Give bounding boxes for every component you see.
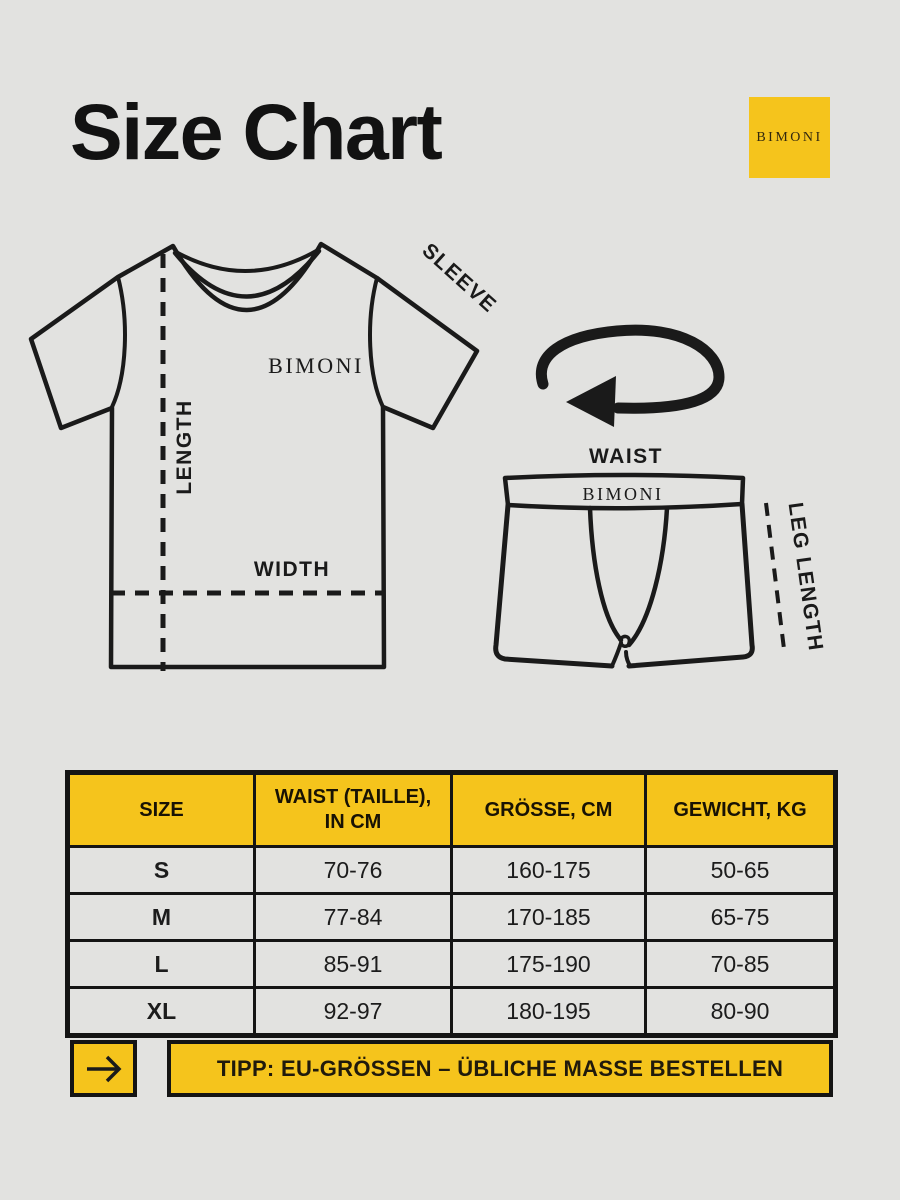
column-header-size: SIZE <box>68 773 255 847</box>
waist-cell: 85-91 <box>255 941 452 988</box>
collar-back-line <box>176 250 318 271</box>
height-cell: 160-175 <box>452 847 646 894</box>
height-cell: 180-195 <box>452 988 646 1036</box>
armhole-seam-right <box>370 278 383 407</box>
table-row <box>68 988 836 1036</box>
sleeve-label: SLEEVE <box>417 238 502 318</box>
tshirt-outline <box>31 244 477 667</box>
tip-arrow-box <box>70 1040 137 1097</box>
crotch-notch-right <box>626 652 630 666</box>
tshirt-illustration <box>31 244 477 671</box>
table-row <box>68 941 836 988</box>
leg-length-dashed-line <box>766 503 784 649</box>
size-cell: M <box>68 894 255 941</box>
table-row <box>68 894 836 941</box>
leg-seam-right <box>629 508 667 645</box>
measurement-diagram <box>0 220 900 740</box>
boxer-left-side <box>496 505 612 666</box>
crotch-notch-left <box>612 643 621 666</box>
weight-cell: 50-65 <box>646 847 836 894</box>
collar-band-line <box>175 251 319 297</box>
column-header-groesse: GRÖSSE, CM <box>452 773 646 847</box>
waist-label: WAIST <box>589 445 663 468</box>
brand-logo <box>749 97 830 178</box>
page-title: Size Chart <box>70 87 442 176</box>
table-row <box>68 847 836 894</box>
width-label: WIDTH <box>253 558 331 581</box>
size-cell: L <box>68 941 255 988</box>
waist-cell: 70-76 <box>255 847 452 894</box>
right-arrow-icon <box>82 1049 126 1089</box>
rotate-arrow-icon <box>541 330 719 427</box>
column-header-waist: WAIST (TAILLE), IN CM <box>255 773 452 847</box>
leg-length-label: LEG LENGTH <box>783 501 828 654</box>
tip-banner-text: TIPP: EU-GRÖSSEN – ÜBLICHE MASSE BESTELLEN <box>216 1055 784 1081</box>
size-table <box>65 770 838 1038</box>
size-table-header <box>68 773 836 847</box>
brand-logo-text: BIMONI <box>756 129 823 145</box>
waist-cell: 77-84 <box>255 894 452 941</box>
leg-seam-left <box>590 508 621 640</box>
size-cell: S <box>68 847 255 894</box>
weight-cell: 65-75 <box>646 894 836 941</box>
weight-cell: 70-85 <box>646 941 836 988</box>
armhole-seam-left <box>112 277 125 407</box>
boxer-right-side <box>629 504 752 666</box>
boxer-brand-text: BIMONI <box>582 484 664 504</box>
height-cell: 175-190 <box>452 941 646 988</box>
column-header-gewicht: GEWICHT, KG <box>646 773 836 847</box>
size-cell: XL <box>68 988 255 1036</box>
height-cell: 170-185 <box>452 894 646 941</box>
tshirt-brand-text: BIMONI <box>268 353 364 378</box>
waist-cell: 92-97 <box>255 988 452 1036</box>
length-label: LENGTH <box>173 399 196 495</box>
weight-cell: 80-90 <box>646 988 836 1036</box>
crotch-curl <box>620 636 629 646</box>
tip-banner <box>167 1040 833 1097</box>
